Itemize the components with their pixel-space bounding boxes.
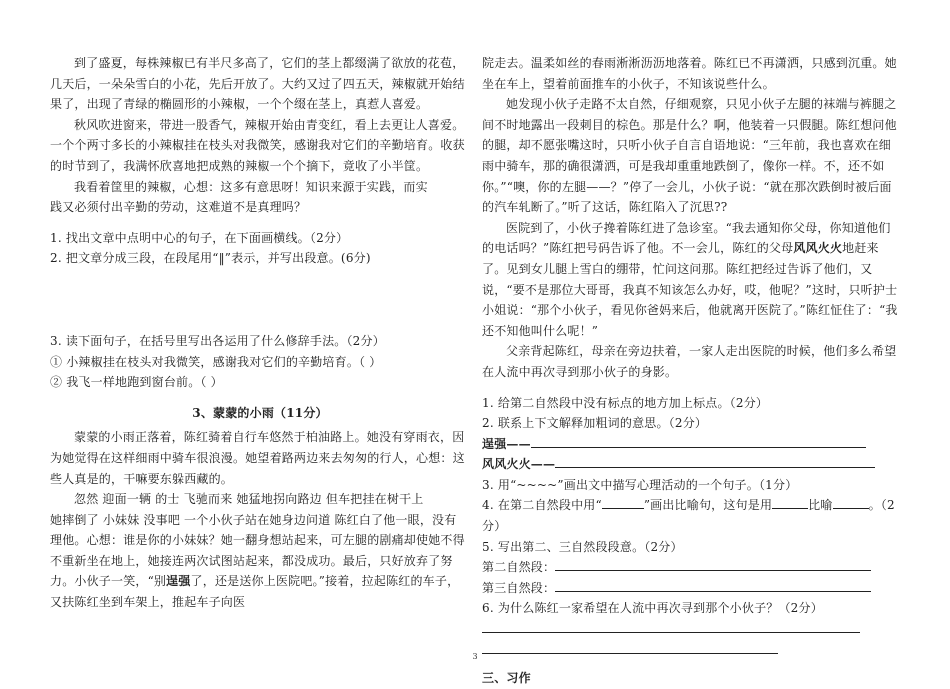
story-paragraph-2-cont: 理他。心想：谁是你的小妹妹？她一翻身想站起来，可左腿的剧痛却使她不得不重新坐在地上，她接连两次试图站起来，都没成功。最后，只好放弃了努力。小伙子一笑，“别逞强了，还是送你上医院吧。”接着，拉起陈红的车子，又扶陈红坐到车架上，推起车子向医 [50,533,465,610]
essay-paragraph-3a: 我看着筐里的辣椒，心想：这多有意思呀！知识来源于实践，而实 [74,179,428,194]
answer-line-row-1 [482,619,902,640]
answer-blank[interactable] [833,496,869,509]
para-3-summary: 第三自然段： [482,578,902,599]
spacer [50,218,470,228]
answer-line[interactable] [555,455,875,468]
story-paragraph-3: 她发现小伙子走路不太自然，仔细观察，只见小伙子左腿的袜端与裤腿之间不时地露出一段刺目的棕色。那是什么？啊，他装着一只假腿。陈红想问他的腿，却不愿张嘴这时，只听小伙子自言自语地说：“三年前，我也喜欢在细雨中骑车，那的确很潇洒，可是我却重重地跌倒了，像你一样。不，还不如你。”“噢，你的左腿——？”停了一会儿，小伙子说：“就在那次跌倒时被后面的汽车轧断了。”听了这话，陈红陷入了沉思?? [482,97,897,215]
word-explain-1: 逞强—— [482,434,902,455]
bold-word-chengqiang: 逞强 [166,574,191,589]
answer-line[interactable] [555,579,871,592]
question-3a: ① 小辣椒挂在枝头对我微笑，感谢我对它们的辛勤培育。（ ） [50,354,382,369]
left-column [50,0,470,613]
story-title: 3、蒙蒙的小雨（11分） [192,405,328,420]
story-paragraph-2-end: 院走去。温柔如丝的春雨淅淅沥沥地落着。陈红已不再潇洒，只感到沉重。她坐在车上，望着前面推车的小伙子，不知该说些什么。 [482,56,897,91]
para-2-summary: 第二自然段： [482,557,902,578]
question-3: 3. 读下面句子，在括号里写出各运用了什么修辞手法。（2分） [50,333,385,348]
answer-line[interactable] [555,558,871,571]
word-explain-2: 风风火火—— [482,454,902,475]
story-paragraph-1: 蒙蒙的小雨正落着，陈红骑着自行车悠然于柏油路上。她没有穿雨衣，因为她觉得在这样细雨中骑车很浪漫。她望着路两边来去匆匆的行人，心想：这些人真是的，干嘛要东躲西藏的。 [50,430,465,486]
question-3b: ② 我飞一样地跑到窗台前。（ ） [50,375,223,390]
question-r4: 4. 在第二自然段中用“ ”画出比喻句，这句是用 比喻 。（2分） [482,498,895,534]
story-unpunctuated-line-2: 她摔倒了 小妹妹 没事吧 一个小伙子站在她身边问道 陈红白了他一眼，没有 [50,512,457,527]
bold-word-fengfenghuohuo: 风风火火 [793,241,843,256]
answer-space [50,269,470,331]
answer-blank[interactable] [602,496,644,509]
essay-paragraph-3b: 践又必须付出辛勤的劳动，这难道不是真理吗？ [50,200,307,215]
answer-blank[interactable] [772,496,808,509]
story-paragraph-5: 父亲背起陈红，母亲在旁边扶着，一家人走出医院的时候，他们多么希望在人流中再次寻到那小伙子的身影。 [482,344,897,379]
question-r3: 3. 用“~~~~”画出文中描写心理活动的一个句子。（1分） [482,477,798,492]
answer-line[interactable] [531,435,866,448]
right-column [482,0,902,689]
question-1: 1. 找出文章中点明中心的句子，在下面画横线。（2分） [50,230,349,245]
story-paragraph-4: 医院到了，小伙子搀着陈红进了急诊室。“我去通知你父母，你知道他们的电话吗？”陈红把号码告诉了他。不一会儿，陈红的父母风风火火地赶来了。见到女儿腿上雪白的绷带，忙问这问那。陈红把经过告诉了他们，又说，“要不是那位大哥哥，我真不知该怎么办好，哎，他呢？”这时，只听护士小姐说：“那个小伙子，看见你爸妈来后，他就离开医院了。”陈红怔住了：“我还不知他叫什么呢！” [482,220,898,338]
spacer [482,383,902,393]
question-r1: 1. 给第二自然段中没有标点的地方加上标点。（2分） [482,395,769,410]
question-r6: 6. 为什么陈红一家希望在人流中再次寻到那个小伙子？（2分） [482,601,823,616]
answer-line[interactable] [482,620,860,633]
question-r2: 2. 联系上下文解释加粗词的意思。（2分） [482,416,708,431]
page-number: 3 [472,652,478,661]
story-unpunctuated-line-1: 忽然 迎面一辆 的士 飞驰而来 她猛地拐向路边 但车把挂在树干上 [74,492,424,507]
section-heading: 三、习作 [482,671,531,686]
essay-paragraph-1: 到了盛夏，每株辣椒已有半尺多高了，它们的茎上都缀满了欲放的花苞，几天后，一朵朵雪白的小花，先后开放了。大约又过了四五天，辣椒就开始结果了，出现了青绿的椭圆形的小辣椒，一个个缀在茎上，真惹人喜爱。 [50,56,465,112]
question-2: 2. 把文章分成三段，在段尾用“‖”表示，并写出段意。(6分) [50,251,371,266]
question-r5: 5. 写出第二、三自然段段意。（2分） [482,539,683,554]
essay-paragraph-2: 秋风吹进窗来，带进一股香气，辣椒开始由青变红，看上去更让人喜爱。一个个两寸多长的小辣椒挂在枝头对我微笑，感谢我对它们的辛勤培育。收获的时节到了，我满怀欣喜地把成熟的辣椒一个个摘下，竟收了小半筐。 [50,117,465,173]
